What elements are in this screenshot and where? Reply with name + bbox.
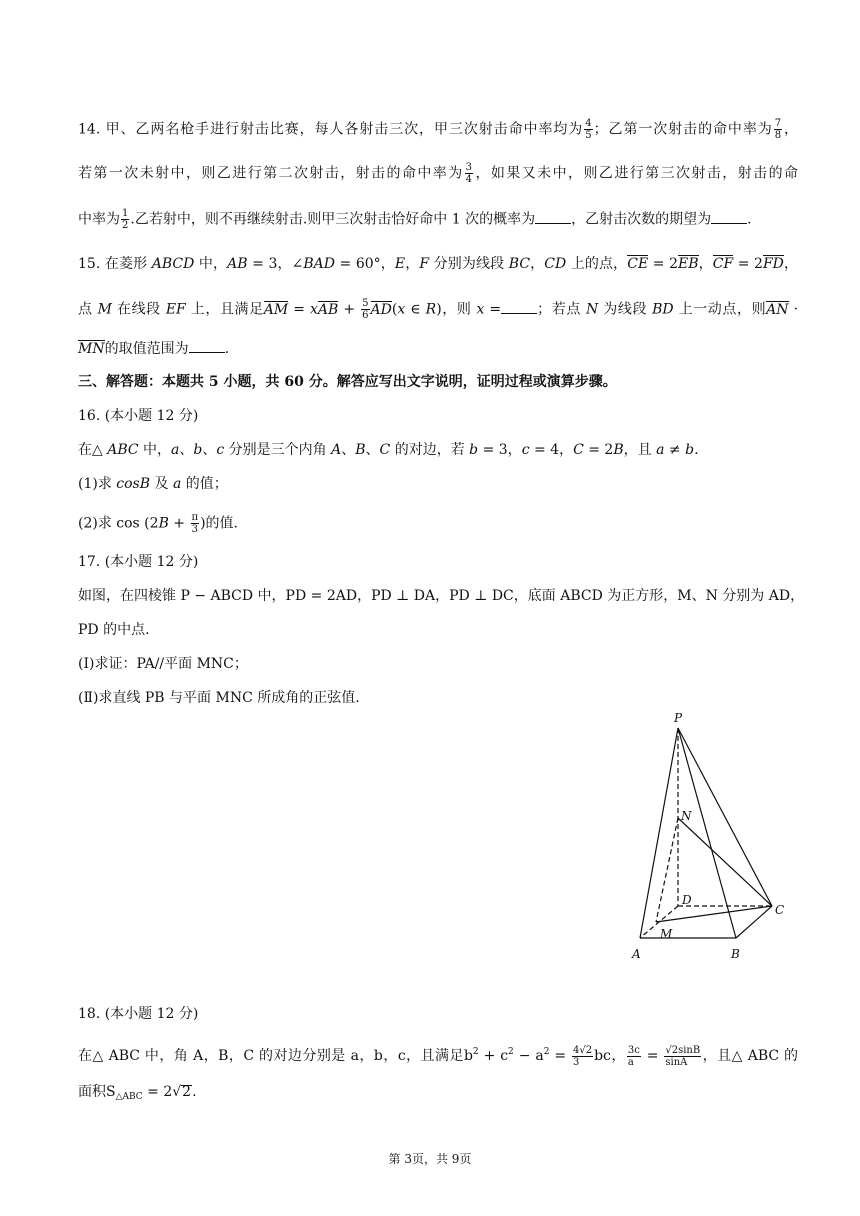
q14-line-3	[78, 208, 798, 231]
q15-line-1	[78, 254, 798, 274]
q15-line-3	[78, 338, 798, 359]
math-var: x	[397, 301, 406, 318]
math-var: C	[573, 442, 584, 458]
text: 上的点，	[566, 256, 628, 272]
math-var: M	[97, 301, 112, 318]
vector: MN	[78, 341, 105, 357]
section-heading: 三、解答题：本题共 5 小题，共 60 分。解答应写出文字说明，证明过程或演算步骤。	[78, 374, 617, 390]
text: ，如果又未中，则乙进行第三次射击，射击的命	[474, 165, 799, 182]
text: 、	[202, 442, 217, 458]
fraction	[774, 118, 782, 141]
answer-blank[interactable]	[189, 338, 225, 353]
math-var: R	[425, 301, 437, 318]
subscript: △ABC	[115, 1092, 143, 1102]
text: 分别为线段	[429, 256, 509, 272]
q15-line-2	[78, 298, 798, 321]
q14-line-1	[78, 118, 798, 141]
text: ∈	[405, 301, 426, 318]
text: =	[641, 1048, 664, 1064]
math-var: c	[216, 442, 225, 458]
answer-blank[interactable]	[535, 209, 571, 224]
text: 若第一次未射中，则乙进行第二次射击，射击的命中率为	[78, 165, 464, 182]
label-n: N	[681, 809, 692, 823]
math-var: F	[419, 256, 430, 272]
denominator: 8	[774, 130, 782, 141]
q17-line-2: PD 的中点.	[78, 622, 150, 638]
text: (	[391, 301, 398, 318]
text: 15. 在菱形	[78, 256, 152, 272]
label-b: B	[731, 947, 740, 961]
text: ，且△ ABC 的	[702, 1048, 799, 1064]
text: 中率为	[78, 211, 120, 228]
text: 的对边，若	[390, 442, 470, 458]
text: = 2	[583, 442, 614, 458]
text: = 4，	[529, 442, 574, 458]
text: 点	[78, 301, 98, 318]
text: +	[168, 515, 190, 532]
math-var: a	[172, 476, 182, 492]
numerator: π	[191, 512, 199, 523]
math-var: b	[193, 442, 203, 458]
answer-blank[interactable]	[711, 209, 747, 224]
math-var: B	[613, 442, 624, 458]
denominator: 4	[465, 174, 473, 185]
text: = 2	[142, 1084, 173, 1100]
text: = 2	[733, 256, 763, 272]
text: = 3，∠	[247, 256, 304, 272]
edge-da	[640, 906, 678, 938]
denominator: 5	[585, 130, 592, 141]
math-var: B	[355, 442, 366, 458]
denominator: 3	[191, 524, 198, 535]
numerator: 4	[585, 118, 592, 129]
text: bc，	[594, 1048, 626, 1064]
text: .	[192, 1084, 197, 1100]
edge-pc	[678, 728, 772, 906]
text: 中，	[138, 442, 172, 458]
label-c: C	[775, 903, 785, 917]
math-var: b	[685, 442, 695, 458]
fraction	[584, 118, 592, 141]
text: ，	[783, 256, 799, 272]
math-var: E	[394, 256, 406, 272]
superscript: 2	[543, 1047, 550, 1057]
math-var: cosB	[116, 476, 151, 492]
text: 为线段	[598, 301, 653, 318]
text: .	[224, 341, 230, 357]
math-var: CD	[544, 256, 567, 272]
label-p: P	[674, 711, 683, 725]
numerator: 5	[362, 298, 369, 309]
label-d: D	[682, 893, 692, 907]
fraction	[465, 162, 473, 185]
math-var: C	[379, 442, 391, 458]
vector: AB	[317, 301, 339, 318]
fraction	[572, 1045, 593, 1068]
text: ≠	[664, 442, 686, 458]
text: 中，	[194, 256, 228, 272]
text: ，	[783, 121, 799, 138]
text: ，乙射击次数的期望为	[571, 211, 712, 228]
text: 、	[179, 442, 194, 458]
text: 面积S	[78, 1084, 116, 1100]
text: (1)求	[78, 476, 117, 492]
superscript: 2	[472, 1047, 479, 1057]
q18-line-2	[78, 1082, 798, 1107]
q18-title: 18. (本小题 12 分)	[78, 1006, 199, 1022]
text: = 2	[648, 256, 678, 272]
numerator: 3	[465, 162, 473, 173]
denominator: a	[627, 1056, 634, 1068]
text: ；乙第一次射击的命中率为	[593, 121, 773, 138]
text: .	[694, 442, 699, 458]
math-var: a	[656, 442, 665, 458]
numerator: 1	[122, 208, 129, 219]
superscript: 2	[508, 1047, 514, 1057]
text: ，	[530, 256, 545, 272]
text: .	[747, 211, 752, 228]
text: =	[288, 301, 310, 318]
text: .乙若射中，则不再继续射击.则甲三次射击恰好命中 1 次的概率为	[130, 211, 536, 228]
text: 上一动点，则	[673, 301, 767, 318]
math-var: ABC	[107, 442, 139, 458]
math-var: EF	[165, 301, 186, 318]
text: 在△ ABC 中，角 A，B，C 的对边分别是 a，b，c，且满足b	[78, 1048, 473, 1064]
text: =	[484, 301, 502, 318]
text: ·	[788, 301, 799, 318]
text: 分别是三个内角	[224, 442, 332, 458]
text: − a	[513, 1048, 544, 1064]
q16-part-2	[78, 512, 798, 535]
numerator: 4√2	[572, 1044, 593, 1056]
text: 的取值范围为	[104, 341, 189, 357]
edge-nc	[678, 818, 772, 906]
math-var: c	[521, 442, 530, 458]
edge-mc	[656, 906, 772, 922]
text: )，则	[436, 301, 477, 318]
text: (2)求 cos (2	[78, 515, 159, 532]
text: +	[338, 301, 361, 318]
text: + c	[478, 1048, 509, 1064]
vector: FD	[762, 256, 784, 272]
math-var: x	[310, 301, 318, 318]
text: =	[549, 1048, 571, 1064]
pyramid-figure	[630, 706, 800, 966]
q16-line-1	[78, 440, 798, 460]
vector: AM	[263, 301, 289, 318]
text: ，	[698, 256, 713, 272]
text: 14. 甲、乙两名枪手进行射击比赛，每人各射击三次，甲三次射击命中率均为	[78, 121, 584, 138]
numerator: 7	[774, 118, 782, 129]
vector: CF	[712, 256, 734, 272]
answer-blank[interactable]	[501, 299, 537, 314]
text: ，且	[623, 442, 657, 458]
numerator: 3c	[627, 1044, 640, 1056]
sqrt: √2	[172, 1084, 192, 1100]
text: ；若点	[537, 301, 586, 318]
math-var: a	[171, 442, 180, 458]
text: 在△	[78, 442, 108, 458]
math-var: A	[331, 442, 342, 458]
math-var: x	[476, 301, 485, 318]
math-var: B	[158, 515, 169, 532]
vector: AD	[370, 301, 392, 318]
vector: AN	[766, 301, 789, 318]
math-var: AB	[227, 256, 248, 272]
denominator: 3	[572, 1056, 580, 1068]
fraction	[627, 1045, 641, 1068]
math-var: BAD	[303, 256, 335, 272]
denominator: sinA	[665, 1056, 688, 1068]
sqrt-radicand: 2	[182, 1084, 192, 1100]
q17-line-1: 如图，在四棱锥 P − ABCD 中，PD = 2AD，PD ⊥ DA，PD ⊥ DC，底面 ABCD 为正方形，M、N 分别为 AD，	[78, 588, 805, 604]
text: = 60°，	[334, 256, 395, 272]
text: ，	[405, 256, 420, 272]
math-var: N	[585, 301, 599, 318]
page-footer: 第 3页，共 9页	[388, 1152, 472, 1166]
q17-part-1: (Ⅰ)求证：PA//平面 MNC；	[78, 656, 248, 672]
text: 在线段	[111, 301, 166, 318]
vector: EB	[677, 256, 699, 272]
q17-title: 17. (本小题 12 分)	[78, 554, 199, 570]
q14-line-2	[78, 162, 798, 185]
fraction	[664, 1045, 701, 1068]
q16-title: 16. (本小题 12 分)	[78, 408, 199, 424]
label-a: A	[632, 947, 641, 961]
fraction	[121, 208, 129, 231]
text: 、	[341, 442, 356, 458]
text: 及	[150, 476, 173, 492]
label-m: M	[660, 927, 673, 941]
q17-part-2: (Ⅱ)求直线 PB 与平面 MNC 所成角的正弦值.	[78, 690, 360, 706]
math-var: BC	[508, 256, 531, 272]
text: = 3，	[478, 442, 522, 458]
fraction	[361, 298, 369, 321]
q16-part-1	[78, 474, 798, 494]
math-var: ABCD	[151, 256, 195, 272]
vector: CE	[627, 256, 649, 272]
text: 、	[365, 442, 380, 458]
fraction	[191, 512, 200, 535]
numerator: √2sinB	[665, 1044, 701, 1056]
math-var: BD	[652, 301, 674, 318]
q18-line-1	[78, 1042, 798, 1068]
denominator: 2	[122, 220, 129, 231]
denominator: 6	[362, 310, 369, 321]
math-var: b	[469, 442, 479, 458]
text: 的值；	[181, 476, 228, 492]
text: )的值.	[200, 515, 238, 532]
text: 上，且满足	[185, 301, 264, 318]
